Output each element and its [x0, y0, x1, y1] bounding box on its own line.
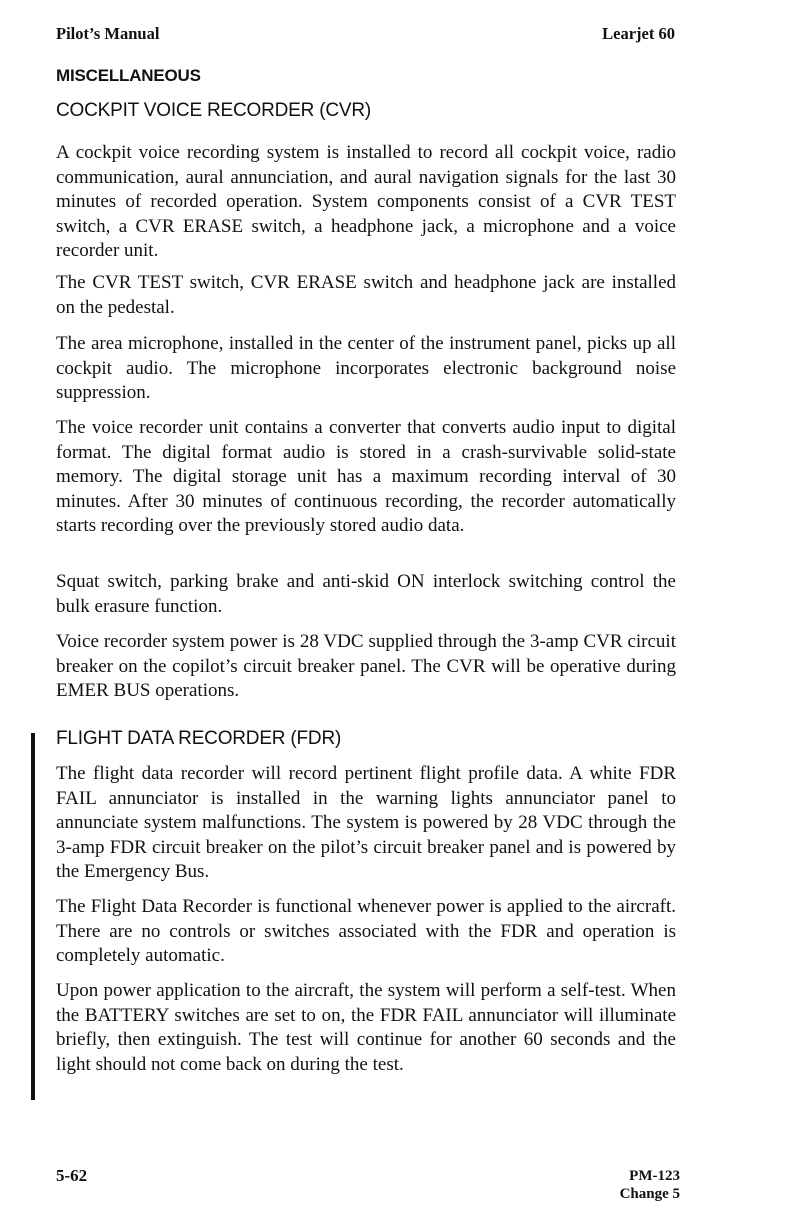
fdr-paragraph-3: Upon power application to the aircraft, the system will perform a self-test. When the BATTERY switches are set to on, the FDR FAIL annunciator will illuminate briefly, then extinguish. The test will continue for another 60 seconds and the light should not come back on during the test.	[56, 980, 676, 1075]
revision-change-bar	[31, 733, 35, 1100]
footer-document-info	[620, 1167, 680, 1203]
page-number: 5-62	[56, 1166, 88, 1185]
section-title: MISCELLANEOUS	[56, 66, 201, 85]
fdr-heading: FLIGHT DATA RECORDER (FDR)	[56, 728, 342, 749]
change-number: Change 5	[619, 1186, 680, 1202]
document-id: PM-123	[629, 1168, 680, 1184]
cvr-paragraph-5: Squat switch, parking brake and anti-skid ON interlock switching control the bulk erasure function.	[56, 571, 676, 617]
cvr-paragraph-6: Voice recorder system power is 28 VDC supplied through the 3-amp CVR circuit breaker on the copilot’s circuit breaker panel. The CVR will be operative during EMER BUS operations.	[56, 631, 676, 702]
cvr-paragraph-1: A cockpit voice recording system is installed to record all cockpit voice, radio communication, aural annunciation, and aural navigation signals for the last 30 minutes of recorded operation. System components consist of a CVR TEST switch, a CVR ERASE switch, a headphone jack, a microphone and a voice recorder unit.	[56, 142, 676, 262]
header-aircraft-model: Learjet 60	[602, 24, 675, 43]
cvr-heading: COCKPIT VOICE RECORDER (CVR)	[56, 100, 371, 121]
fdr-paragraph-2: The Flight Data Recorder is functional whenever power is applied to the aircraft. There are no controls or switches associated with the FDR and operation is completely automatic.	[56, 896, 676, 967]
header-manual-title: Pilot’s Manual	[56, 24, 160, 43]
cvr-paragraph-3: The area microphone, installed in the center of the instrument panel, picks up all cockpit audio. The microphone incorporates electronic background noise suppression.	[56, 333, 676, 404]
fdr-paragraph-1: The flight data recorder will record pertinent flight profile data. A white FDR FAIL annunciator is installed in the warning lights annunciator panel to annunciate system malfunctions. The system is powered by 28 VDC through the 3-amp FDR circuit breaker on the pilot’s circuit breaker panel and is powered by the Emergency Bus.	[56, 763, 676, 883]
cvr-paragraph-2: The CVR TEST switch, CVR ERASE switch and headphone jack are installed on the pedestal.	[56, 272, 676, 318]
cvr-paragraph-4: The voice recorder unit contains a converter that converts audio input to digital format. The digital format audio is stored in a crash-survivable solid-state memory. The digital storage unit has a maximum recording interval of 30 minutes. After 30 minutes of continuous recording, the recorder automatically starts recording over the previously stored audio data.	[56, 417, 676, 537]
